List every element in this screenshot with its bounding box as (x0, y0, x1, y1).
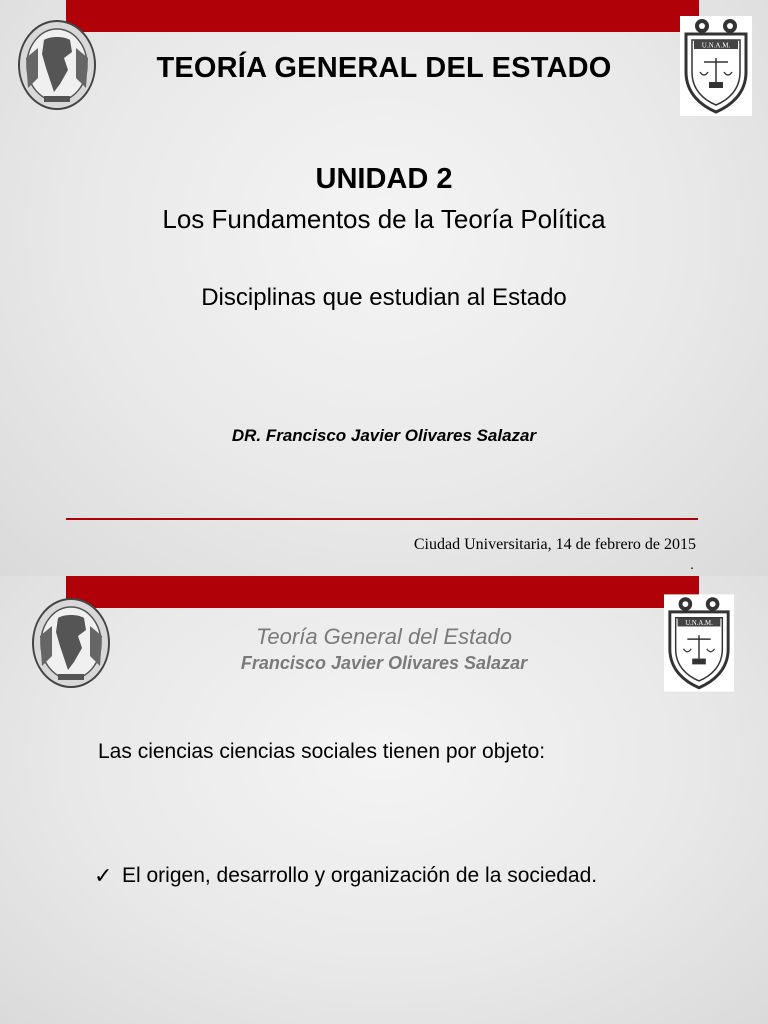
divider-line (66, 518, 698, 520)
checkmark-icon: ✓ (94, 863, 113, 888)
unit-heading: UNIDAD 2 (315, 163, 453, 195)
presentation-title: TEORÍA GENERAL DEL ESTADO (156, 52, 612, 84)
svg-text:U.N.A.M.: U.N.A.M. (701, 41, 731, 50)
bullet-item (94, 860, 644, 891)
bullet-text: El origen, desarrollo y organización de la sociedad. (122, 864, 598, 887)
topic-subtitle: Disciplinas que estudian al Estado (201, 284, 567, 311)
slide-title: Teoría General del Estado (255, 624, 513, 649)
trailing-dot: . (690, 556, 694, 572)
body-paragraph: Las ciencias ciencias sociales tienen por objeto: (98, 740, 546, 763)
date-location: Ciudad Universitaria, 14 de febrero de 2015 (413, 536, 696, 553)
slide-2 (0, 576, 768, 1024)
author-name: DR. Francisco Javier Olivares Salazar (231, 426, 537, 445)
svg-text:U.N.A.M.: U.N.A.M. (685, 620, 713, 628)
unit-subtitle: Los Fundamentos de la Teoría Política (162, 204, 606, 234)
top-red-bar (66, 0, 699, 32)
top-red-bar (66, 576, 699, 608)
slide-author: Francisco Javier Olivares Salazar (240, 653, 528, 673)
